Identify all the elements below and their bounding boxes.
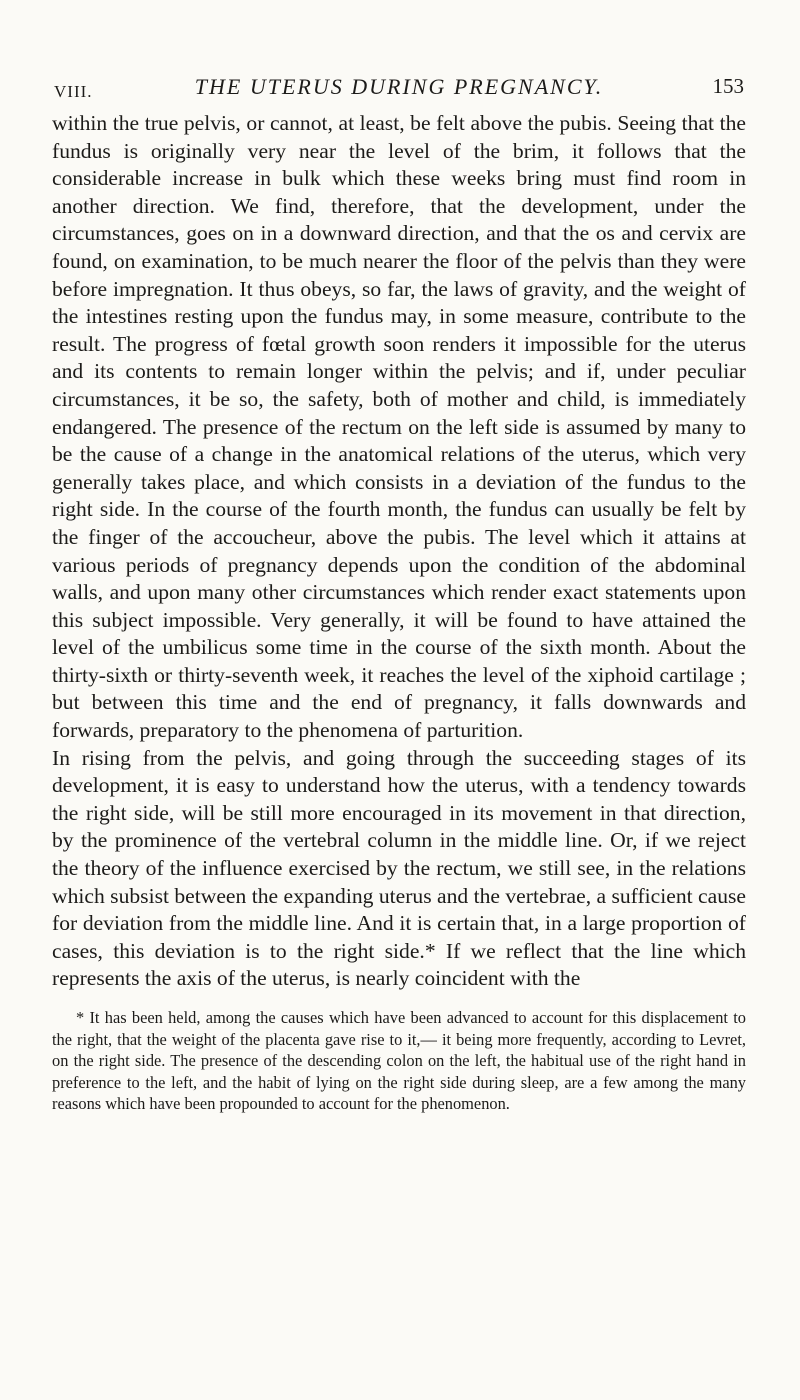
paragraph-2: In rising from the pelvis, and going through the succeeding stages of its development, it is easy to understand how the uterus, with a tendency towards the right side, will be still more encouraged in its movement in that direction, by the prominence of the vertebral column in the middle line. Or, if we reject the theory of the influence exercised by the rectum, we still see, in the relations which subsist between the expanding uterus and the vertebrae, a sufficient cause for deviation from the middle line. And it is certain that, in a large proportion of cases, this deviation is to the right side.* If we reflect that the line which represents the axis of the uterus, is nearly coincident with the: [52, 745, 746, 991]
running-head: [52, 70, 746, 104]
page-number: 153: [712, 74, 744, 98]
chapter-number: VIII.: [54, 82, 93, 101]
paragraph-1: within the true pelvis, or cannot, at least, be felt above the pubis. Seeing that the fundus is originally very near the level of the brim, it follows that the considerable increase in bulk which these weeks bring must find room in another direction. We find, therefore, that the development, under the circumstances, goes on in a downward direction, and that the os and cervix are found, on examination, to be much nearer the floor of the pelvis than they were before impregnation. It thus obeys, so far, the laws of gravity, and the weight of the intestines resting upon the fundus may, in some measure, contribute to the result. The progress of fœtal growth soon renders it impossible for the uterus and its contents to remain longer within the pelvis; and if, under peculiar circumstances, it be so, the safety, both of mother and child, is immediately endangered. The presence of the rectum on the left side is assumed by many to be the cause of a change in the anatomical relations of the uterus, which very generally takes place, and which consists in a deviation of the fundus to the right side. In the course of the fourth month, the fundus can usually be felt by the finger of the accoucheur, above the pubis. The level which it attains at various periods of pregnancy depends upon the condition of the abdominal walls, and upon many other circumstances which render exact statements upon this subject impossible. Very generally, it will be found to have attained the level of the umbilicus some time in the course of the sixth month. About the thirty-sixth or thirty-seventh week, it reaches the level of the xiphoid cartilage ; but between this time and the end of pregnancy, it falls downwards and forwards, preparatory to the phenomena of parturition.: [52, 111, 746, 743]
body-text: [52, 110, 746, 993]
footnote: * It has been held, among the causes which have been advanced to account for this displacement to the right, that the weight of the placenta gave rise to it,— it being more frequently, according to Levret, on the right side. The presence of the descending colon on the left, the habitual use of the right hand in preference to the left, and the habit of lying on the right side during sleep, are a few among the many reasons which have been propounded to account for the phenomenon.: [52, 1008, 746, 1114]
running-title: THE UTERUS DURING PREGNANCY.: [194, 74, 604, 99]
